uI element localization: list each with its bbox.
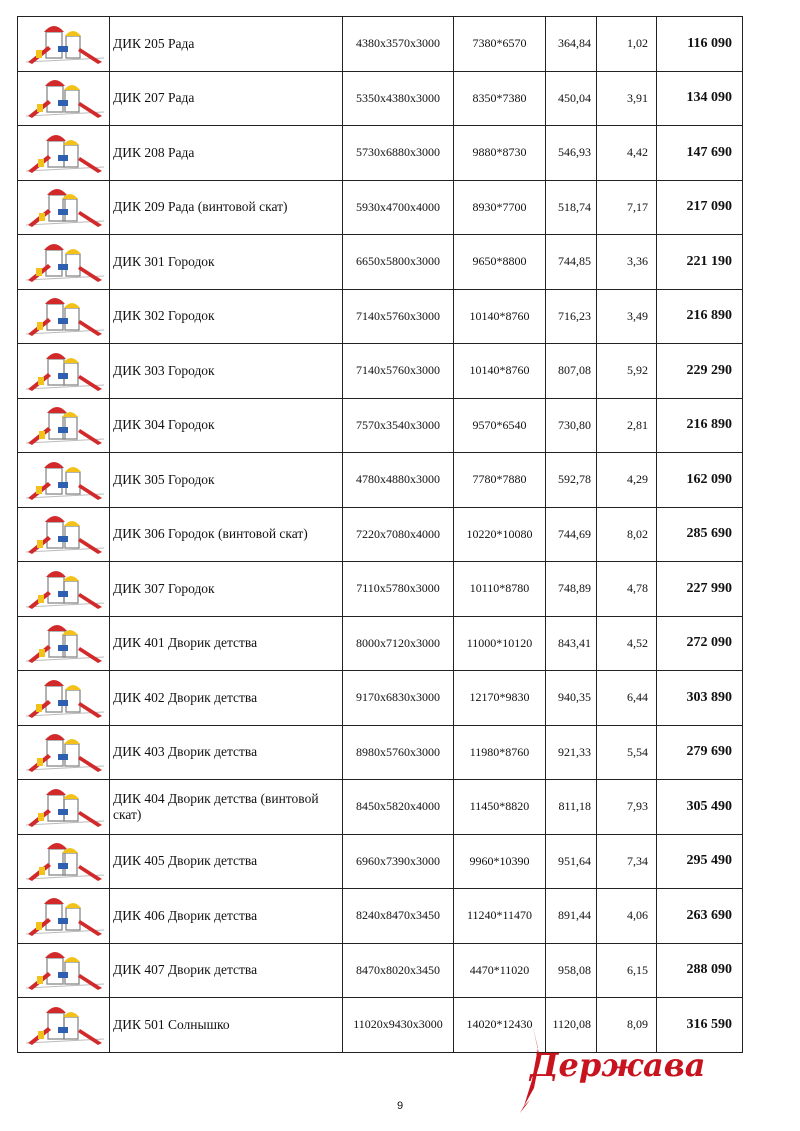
product-image: [18, 507, 110, 562]
product-price: 227 990: [657, 562, 743, 617]
product-mass: 364,84: [546, 17, 597, 72]
playground-icon: [18, 835, 108, 887]
derzhava-logo: [518, 1018, 706, 1113]
safety-zone: 11000*10120: [454, 616, 546, 671]
product-mass: 744,85: [546, 235, 597, 290]
product-name: ДИК 501 Солнышко: [110, 998, 343, 1053]
safety-zone: 7380*6570: [454, 17, 546, 72]
product-image: [18, 235, 110, 290]
table-row: [18, 889, 743, 944]
product-name: ДИК 207 Рада: [110, 71, 343, 126]
safety-zone: 10140*8760: [454, 344, 546, 399]
product-name: ДИК 401 Дворик детства: [110, 616, 343, 671]
product-mass: 940,35: [546, 671, 597, 726]
safety-zone: 7780*7880: [454, 453, 546, 508]
product-image: [18, 671, 110, 726]
product-image: [18, 17, 110, 72]
safety-zone: 9880*8730: [454, 126, 546, 181]
table-row: [18, 235, 743, 290]
product-image: [18, 889, 110, 944]
product-name: ДИК 405 Дворик детства: [110, 834, 343, 889]
product-price: 272 090: [657, 616, 743, 671]
product-dimensions: 7140х5760х3000: [343, 289, 454, 344]
product-dimensions: 9170х6830х3000: [343, 671, 454, 726]
table-row: [18, 344, 743, 399]
product-image: [18, 562, 110, 617]
playground-icon: [18, 672, 108, 724]
product-mass: 843,41: [546, 616, 597, 671]
product-volume: 4,06: [597, 889, 657, 944]
product-dimensions: 7110х5780х3000: [343, 562, 454, 617]
product-price: 288 090: [657, 943, 743, 998]
product-dimensions: 4780х4880х3000: [343, 453, 454, 508]
table-row: [18, 453, 743, 508]
product-price: 305 490: [657, 780, 743, 835]
table-row: [18, 834, 743, 889]
product-image: [18, 180, 110, 235]
product-dimensions: 6650х5800х3000: [343, 235, 454, 290]
product-volume: 5,92: [597, 344, 657, 399]
product-image: [18, 289, 110, 344]
product-volume: 7,93: [597, 780, 657, 835]
product-image: [18, 943, 110, 998]
playground-icon: [18, 944, 108, 996]
product-price: 221 190: [657, 235, 743, 290]
playground-icon: [18, 454, 108, 506]
product-dimensions: 7220х7080х4000: [343, 507, 454, 562]
table-row: [18, 562, 743, 617]
product-name: ДИК 407 Дворик детства: [110, 943, 343, 998]
product-name: ДИК 205 Рада: [110, 17, 343, 72]
price-table: [17, 16, 743, 1053]
table-row: [18, 507, 743, 562]
product-volume: 3,36: [597, 235, 657, 290]
product-dimensions: 8240х8470х3450: [343, 889, 454, 944]
product-price: 147 690: [657, 126, 743, 181]
table-row: [18, 180, 743, 235]
safety-zone: 10140*8760: [454, 289, 546, 344]
playground-icon: [18, 999, 108, 1051]
product-volume: 3,91: [597, 71, 657, 126]
product-volume: 2,81: [597, 398, 657, 453]
product-price: 162 090: [657, 453, 743, 508]
product-dimensions: 7570х3540х3000: [343, 398, 454, 453]
table-row: [18, 17, 743, 72]
table-row: [18, 126, 743, 181]
product-image: [18, 616, 110, 671]
product-volume: 4,29: [597, 453, 657, 508]
product-mass: 592,78: [546, 453, 597, 508]
product-mass: 807,08: [546, 344, 597, 399]
safety-zone: 14020*12430: [454, 998, 546, 1053]
product-mass: 450,04: [546, 71, 597, 126]
table-row: [18, 289, 743, 344]
product-volume: 7,34: [597, 834, 657, 889]
table-row: [18, 398, 743, 453]
product-name: ДИК 404 Дворик детства (винтовой скат): [110, 780, 343, 835]
product-volume: 7,17: [597, 180, 657, 235]
product-price: 116 090: [657, 17, 743, 72]
safety-zone: 4470*11020: [454, 943, 546, 998]
playground-icon: [18, 18, 108, 70]
product-price: 216 890: [657, 289, 743, 344]
product-volume: 3,49: [597, 289, 657, 344]
product-price: 263 690: [657, 889, 743, 944]
playground-icon: [18, 890, 108, 942]
product-name: ДИК 406 Дворик детства: [110, 889, 343, 944]
safety-zone: 8930*7700: [454, 180, 546, 235]
product-price: 216 890: [657, 398, 743, 453]
product-dimensions: 8000х7120х3000: [343, 616, 454, 671]
product-image: [18, 780, 110, 835]
product-image: [18, 398, 110, 453]
safety-zone: 8350*7380: [454, 71, 546, 126]
product-image: [18, 453, 110, 508]
table-row: [18, 780, 743, 835]
page-number: 9: [396, 1100, 404, 1112]
product-name: ДИК 307 Городок: [110, 562, 343, 617]
playground-icon: [18, 781, 108, 833]
product-dimensions: 8980х5760х3000: [343, 725, 454, 780]
product-name: ДИК 301 Городок: [110, 235, 343, 290]
product-dimensions: 8470х8020х3450: [343, 943, 454, 998]
playground-icon: [18, 290, 108, 342]
playground-icon: [18, 726, 108, 778]
product-name: ДИК 209 Рада (винтовой скат): [110, 180, 343, 235]
product-volume: 8,02: [597, 507, 657, 562]
product-mass: 921,33: [546, 725, 597, 780]
product-price: 285 690: [657, 507, 743, 562]
product-mass: 730,80: [546, 398, 597, 453]
product-dimensions: 11020х9430х3000: [343, 998, 454, 1053]
safety-zone: 9570*6540: [454, 398, 546, 453]
product-dimensions: 8450х5820х4000: [343, 780, 454, 835]
logo-text: Держава: [530, 1046, 706, 1084]
product-image: [18, 344, 110, 399]
safety-zone: 12170*9830: [454, 671, 546, 726]
table-row: [18, 71, 743, 126]
playground-icon: [18, 399, 108, 451]
safety-zone: 9960*10390: [454, 834, 546, 889]
product-dimensions: 6960х7390х3000: [343, 834, 454, 889]
product-dimensions: 5350х4380х3000: [343, 71, 454, 126]
product-mass: 518,74: [546, 180, 597, 235]
product-mass: 744,69: [546, 507, 597, 562]
product-name: ДИК 305 Городок: [110, 453, 343, 508]
table-row: [18, 671, 743, 726]
product-image: [18, 998, 110, 1053]
playground-icon: [18, 236, 108, 288]
table-row: [18, 616, 743, 671]
product-volume: 4,42: [597, 126, 657, 181]
safety-zone: 10110*8780: [454, 562, 546, 617]
product-volume: 4,52: [597, 616, 657, 671]
product-volume: 1,02: [597, 17, 657, 72]
product-price: 229 290: [657, 344, 743, 399]
product-name: ДИК 403 Дворик детства: [110, 725, 343, 780]
product-price: 217 090: [657, 180, 743, 235]
playground-icon: [18, 508, 108, 560]
product-mass: 546,93: [546, 126, 597, 181]
product-price: 134 090: [657, 71, 743, 126]
playground-icon: [18, 563, 108, 615]
product-dimensions: 5730х6880х3000: [343, 126, 454, 181]
product-mass: 748,89: [546, 562, 597, 617]
product-volume: 8,09: [597, 998, 657, 1053]
playground-icon: [18, 345, 108, 397]
product-mass: 891,44: [546, 889, 597, 944]
playground-icon: [18, 127, 108, 179]
product-volume: 5,54: [597, 725, 657, 780]
product-mass: 811,18: [546, 780, 597, 835]
product-volume: 6,44: [597, 671, 657, 726]
safety-zone: 11450*8820: [454, 780, 546, 835]
product-price: 303 890: [657, 671, 743, 726]
product-name: ДИК 302 Городок: [110, 289, 343, 344]
product-name: ДИК 303 Городок: [110, 344, 343, 399]
product-mass: 951,64: [546, 834, 597, 889]
product-image: [18, 126, 110, 181]
safety-zone: 9650*8800: [454, 235, 546, 290]
playground-icon: [18, 72, 108, 124]
safety-zone: 10220*10080: [454, 507, 546, 562]
product-mass: 716,23: [546, 289, 597, 344]
product-name: ДИК 402 Дворик детства: [110, 671, 343, 726]
product-dimensions: 7140х5760х3000: [343, 344, 454, 399]
product-image: [18, 725, 110, 780]
playground-icon: [18, 181, 108, 233]
product-volume: 4,78: [597, 562, 657, 617]
product-image: [18, 71, 110, 126]
product-name: ДИК 208 Рада: [110, 126, 343, 181]
table-row: [18, 943, 743, 998]
product-dimensions: 5930х4700х4000: [343, 180, 454, 235]
safety-zone: 11980*8760: [454, 725, 546, 780]
product-volume: 6,15: [597, 943, 657, 998]
product-mass: 958,08: [546, 943, 597, 998]
product-mass: 1120,08: [546, 998, 597, 1053]
price-table-body: [18, 17, 743, 1053]
safety-zone: 11240*11470: [454, 889, 546, 944]
playground-icon: [18, 617, 108, 669]
product-dimensions: 4380х3570х3000: [343, 17, 454, 72]
product-price: 295 490: [657, 834, 743, 889]
product-price: 316 590: [657, 998, 743, 1053]
product-image: [18, 834, 110, 889]
table-row: [18, 725, 743, 780]
product-name: ДИК 304 Городок: [110, 398, 343, 453]
product-price: 279 690: [657, 725, 743, 780]
product-name: ДИК 306 Городок (винтовой скат): [110, 507, 343, 562]
